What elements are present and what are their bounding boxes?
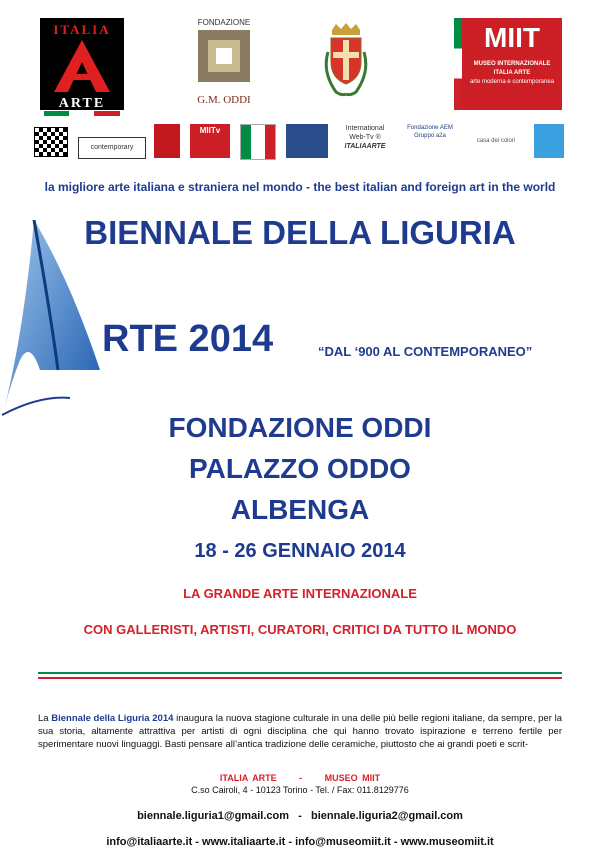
highlight-line: CON GALLERISTI, ARTISTI, CURATORI, CRITICI DA TUTTO IL MONDO (83, 622, 517, 637)
chessboard-logo (34, 127, 68, 157)
contact-emails[interactable]: biennale.liguria1@gmail.com - biennale.liguria2@gmail.com (137, 810, 463, 822)
web-tv-text: International Web-Tv ® (345, 125, 385, 141)
page-title: BIENNALE DELLA LIGURIA (84, 214, 516, 251)
paragraph-prefix: La (38, 713, 52, 724)
contact-address: C.so Cairoli, 4 - 10123 Torino - Tel. / Fax: 011.8129776 (191, 785, 409, 795)
tagline: la migliore arte italiana e straniera nel mondo - the best italian and foreign art in the world (44, 180, 556, 194)
venue-line: PALAZZO ODDO (189, 453, 411, 484)
miit-logo-title: MIIT (484, 22, 540, 53)
contemporary-gallery-logo: contemporary (78, 137, 146, 159)
aem-foundation-logo (406, 124, 454, 158)
italia-arte-logo (40, 18, 124, 110)
subtitle: “DAL ‘900 AL CONTEMPORANEO” (318, 344, 533, 359)
miit-logo-text (466, 60, 558, 87)
divider-red (38, 677, 562, 679)
red-figure-logo (154, 124, 180, 158)
contact-heading: ITALIA ARTE - MUSEO MIIT (219, 773, 381, 783)
sky-figure-logo (534, 124, 564, 158)
italia-arte-logo-line1: ITALIA (53, 22, 111, 37)
venue-line: ALBENGA (230, 494, 370, 525)
miit-logo-line1: MUSEO INTERNAZIONALE (473, 61, 551, 67)
paragraph-body: inaugura la nuova stagione culturale in una delle più belle regioni italiane, da sempre, per la sua storia, altamente attrattiva per artisti di ogni disciplina che qui hanno trovato ispirazione e terreno fertile per sperimentare nuovi linguaggi. Basti pensare all’antica tradizione delle ceramiche, piuttosto che ai grandi poeti e scrit- (38, 713, 562, 750)
venue-line: FONDAZIONE ODDI (168, 412, 432, 443)
contact-web[interactable]: info@italiaarte.it - www.italiaarte.it - info@museomiit.it - www.museomiit.it (106, 836, 494, 848)
paragraph-highlight: Biennale della Liguria 2014 (51, 713, 174, 724)
description-paragraph (38, 712, 562, 751)
arte-year-heading: RTE 2014 (102, 318, 274, 360)
albenga-crest-icon (322, 22, 370, 102)
web-tv-brand: ITALIAARTE (344, 143, 386, 150)
fondazione-logo-line1: FONDAZIONE (197, 18, 251, 27)
miitv-logo: MIITv (190, 124, 230, 158)
aem-line1: Fondazione AEM (407, 125, 453, 131)
miit-logo (456, 18, 562, 110)
highlight-line: LA GRANDE ARTE INTERNAZIONALE (183, 586, 417, 601)
blue-emblem-logo (286, 124, 328, 158)
fondazione-oddi-logo (186, 18, 262, 110)
divider-green (38, 672, 562, 674)
italian-flag-stripe (454, 18, 462, 110)
aem-line2: Gruppo a2a (414, 133, 446, 139)
italia-arte-logo-line2: ARTE (58, 96, 106, 111)
event-dates: 18 - 26 GENNAIO 2014 (194, 540, 406, 562)
miit-logo-line3: arte moderna e contemporanea (469, 79, 555, 85)
casa-dei-colori-logo: casa dei colori (476, 138, 516, 144)
flag-emblem-logo (240, 124, 276, 160)
miit-logo-line2: ITALIA ARTE (493, 70, 531, 76)
letter-a-icon (52, 38, 112, 94)
fondazione-logo-line2: G.M. ODDI (197, 94, 251, 106)
web-tv-logo (338, 124, 392, 158)
italian-flag-stripe (44, 111, 120, 116)
